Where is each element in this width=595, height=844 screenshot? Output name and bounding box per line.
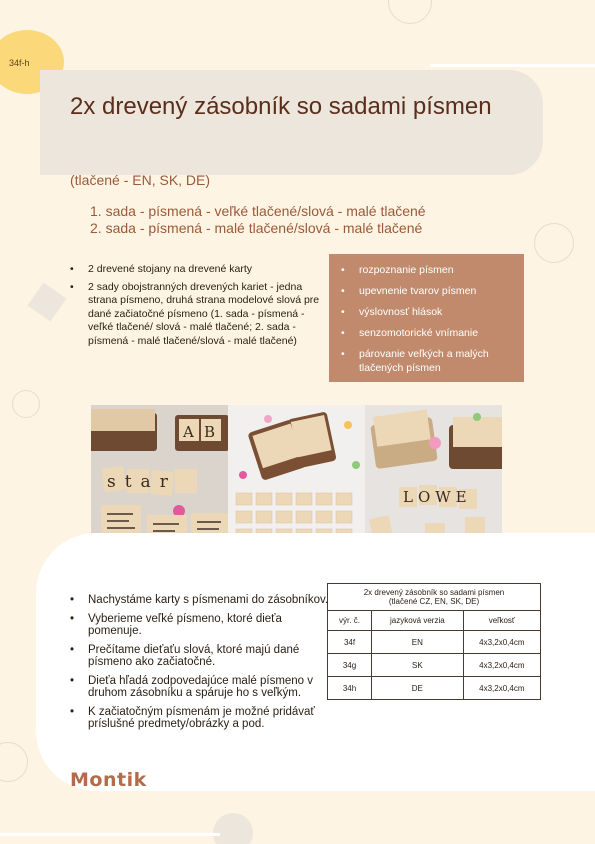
decor-line-top [430,64,595,67]
decor-line-bottom [0,833,220,836]
spec-header-size: veľkosť [463,611,540,631]
photo-word-star: star [107,472,177,492]
decor-diamond [28,283,67,322]
skill-item: • výslovnosť hlások [341,305,514,319]
spec-cell: DE [372,677,464,700]
decor-circle-bottom-left [0,742,28,782]
spec-caption-line1: 2x drevený zásobník so sadami písmen [363,588,505,597]
skills-box [329,254,524,382]
photo-word-lowe: LOWE [403,488,472,506]
step-item: • Nachystáme karty s písmenami do zásobníkov. [70,594,335,607]
page-title: 2x drevený zásobník so sadami písmen [70,93,492,120]
decor-circle-left [12,390,40,418]
letter-set-2: 2. sada - písmená - malé tlačené/slová - malé tlačené [90,220,423,236]
table-row [328,677,541,700]
table-row [328,654,541,677]
contents-list [70,263,325,352]
decor-circle-right [534,223,574,263]
brand-logo: Montik [70,769,147,791]
spec-cell: 4x3,2x0,4cm [463,677,540,700]
spec-table [327,583,541,700]
spec-cell: 34h [328,677,372,700]
spec-cell: 4x3,2x0,4cm [463,654,540,677]
decor-circle-bottom [213,813,253,844]
svg-text:A: A [183,423,194,441]
spec-header-code: výr. č. [328,611,372,631]
skill-item: • upevnenie tvarov písmen [341,284,514,298]
letter-sets [90,203,426,237]
step-item: • Prečítame dieťaťu slová, ktoré majú dané písmeno ako začiatočné. [70,644,335,669]
spec-cell: 4x3,2x0,4cm [463,631,540,654]
skill-item: • párovanie veľkých a malých tlačených písmen [341,347,514,375]
step-item: • K začiatočným písmenám je možné pridávať príslušné predmety/obrázky a pod. [70,706,335,731]
page-code: 34f-h [9,58,30,68]
table-row [328,631,541,654]
skill-item: • rozpoznanie písmen [341,263,514,277]
spec-table-caption [328,584,541,611]
decor-circle-top [388,0,432,24]
spec-cell: 34f [328,631,372,654]
spec-cell: 34g [328,654,372,677]
page-subtitle: (tlačené - EN, SK, DE) [70,172,211,188]
step-item: • Vyberieme veľké písmeno, ktoré dieťa pomenuje. [70,613,335,638]
spec-header-language: jazyková verzia [372,611,464,631]
svg-text:B: B [204,423,216,441]
spec-cell: SK [372,654,464,677]
contents-item: • 2 sady obojstranných drevených kariet - jedna strana písmeno, druhá strana modelové slová pre dané začiatočné písmeno (1. sada - písmená - veľké tlačené/ slová - malé tlačené; 2. sada - písmená - malé tlačené/slová - malé tlačené) [70,281,325,349]
letter-set-1: 1. sada - písmená - veľké tlačené/slová - malé tlačené [90,203,426,219]
spec-caption-line2: (tlačené CZ, EN, SK, DE) [388,597,480,606]
contents-item: • 2 drevené stojany na drevené karty [70,263,325,277]
steps-list [70,594,335,737]
step-item: • Dieťa hľadá zodpovedajúce malé písmeno v druhom zásobníku a spáruje ho s veľkým. [70,675,335,700]
skill-item: • senzomotorické vnímanie [341,326,514,340]
spec-cell: EN [372,631,464,654]
